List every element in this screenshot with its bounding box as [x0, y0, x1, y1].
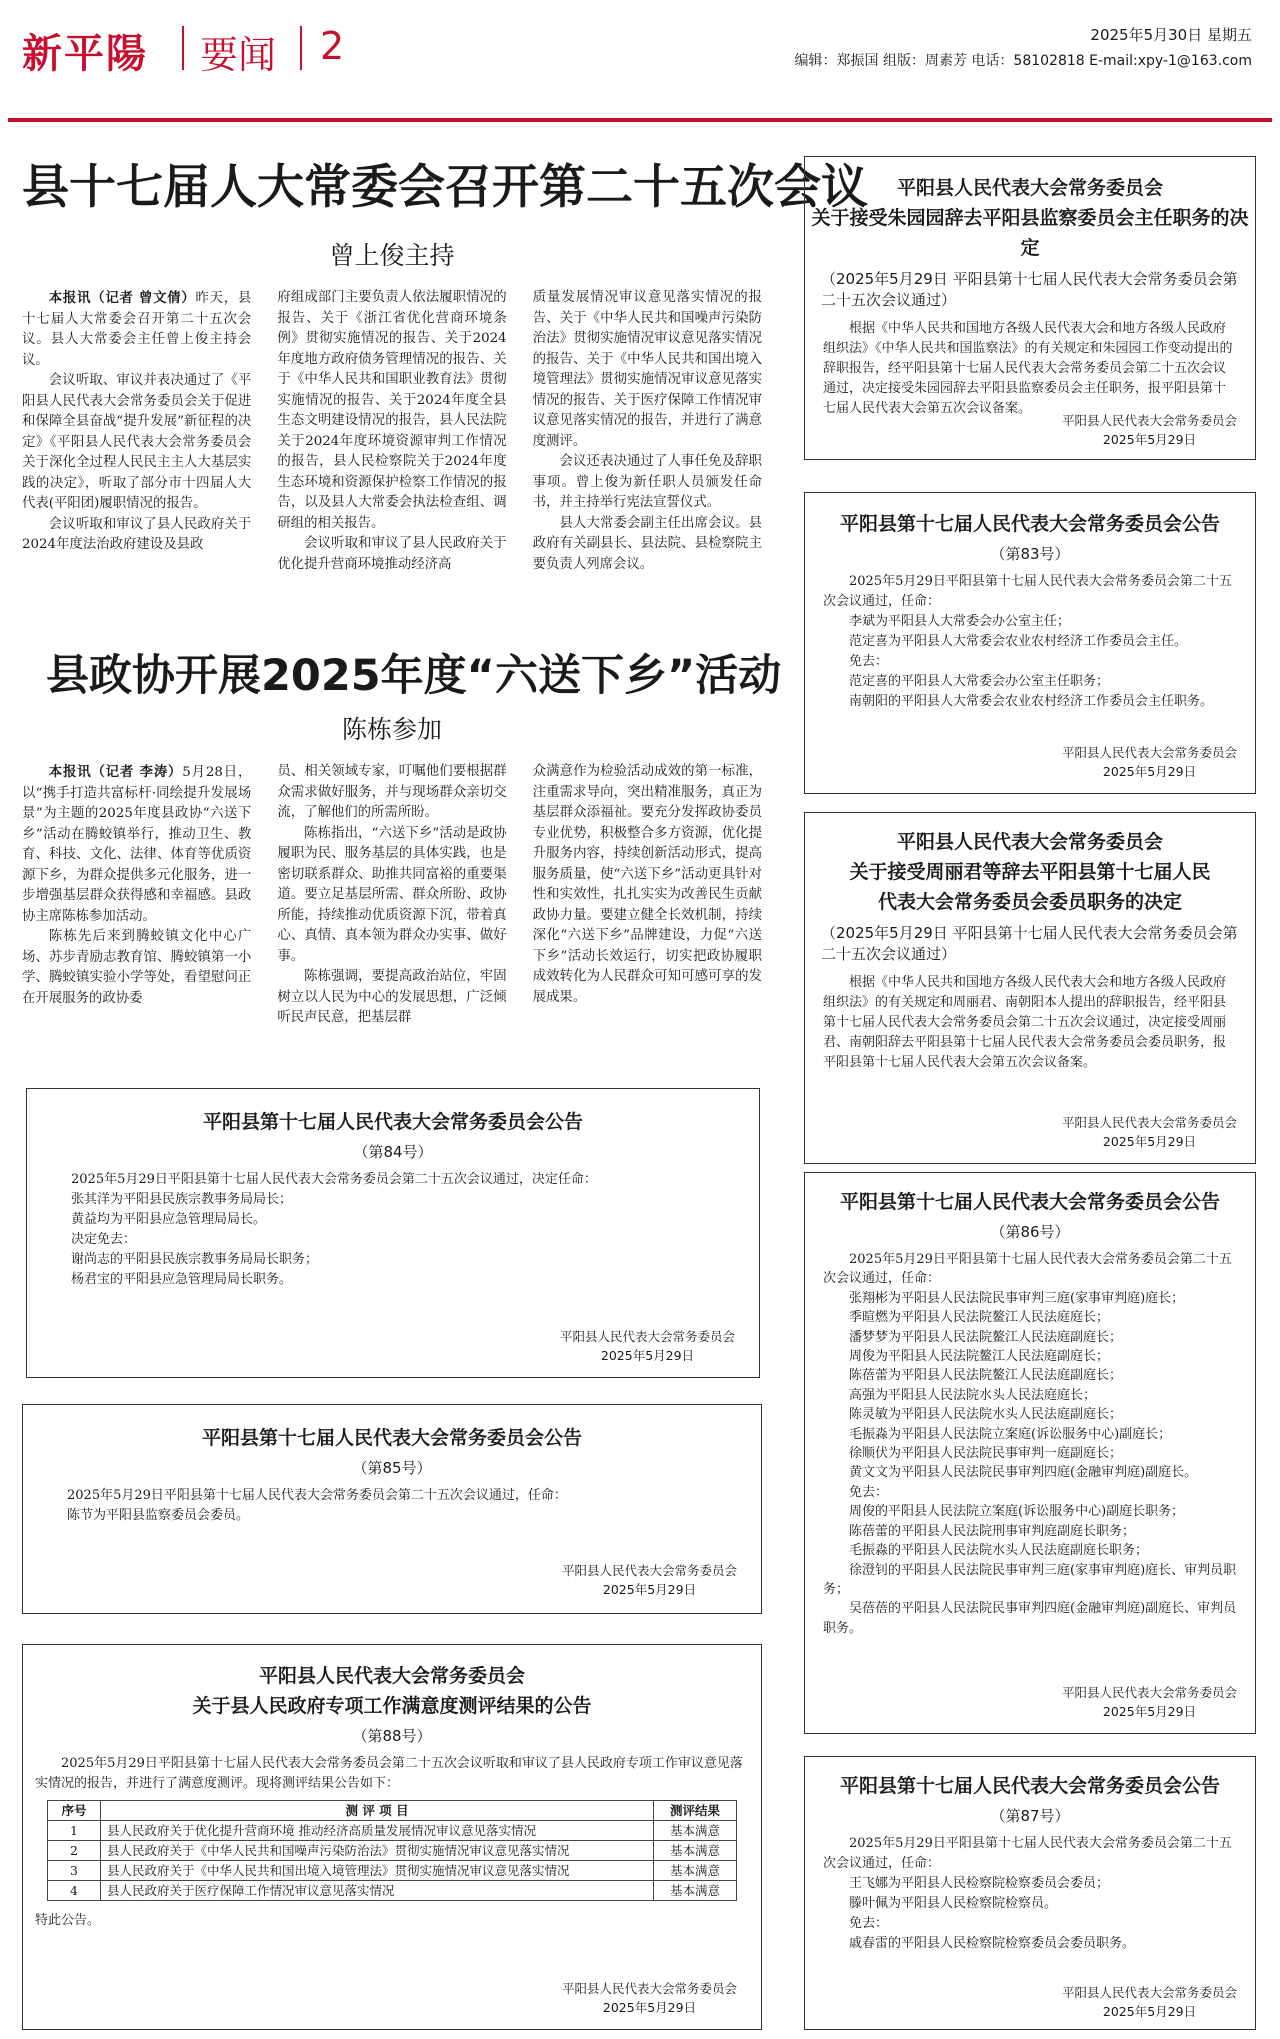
signing-date: 2025年5月29日: [1102, 2004, 1197, 2019]
signing-date: 2025年5月29日: [1102, 1704, 1197, 1719]
notice-number: （第83号）: [990, 545, 1070, 563]
notice-line: 免去：: [849, 654, 889, 669]
notice-line: 范定喜的平阳县人大常委会办公室主任职务；: [849, 674, 1110, 689]
masthead-divider: [300, 26, 302, 70]
article-headline: 县政协开展2025年度“六送下乡”活动: [46, 651, 782, 701]
table-cell: 基本满意: [654, 1821, 737, 1841]
notice-body: [27, 1162, 759, 1290]
signing-date: 2025年5月29日: [602, 1582, 697, 1597]
notice-line: 毛振淼为平阳县人民法院立案庭(诉讼服务中心)副庭长；: [849, 1426, 1172, 1442]
notice-title: 平阳县人民代表大会常务委员会: [258, 1665, 525, 1687]
table-cell: 基本满意: [654, 1861, 737, 1881]
notice-signature: [1062, 1683, 1237, 1721]
notice-line: 潘梦梦为平阳县人民法院鳌江人民法庭副庭长；: [849, 1329, 1123, 1345]
notice-line: 2025年5月29日平阳县第十七届人民代表大会常务委员会第二十五次会议通过，任命：: [67, 1488, 567, 1503]
notice-line: 陈节为平阳县监察委员会委员。: [67, 1508, 250, 1523]
signing-body: 平阳县人民代表大会常务委员会: [559, 1329, 735, 1344]
newspaper-logo: 新平陽: [22, 30, 148, 77]
paragraph: 会议听取和审议了县人民政府关于2024年度法治政府建设及县政: [22, 516, 252, 552]
paragraph: 县人大常委会副主任出席会议。县政府有关副县长、县法院、县检察院主要负责人列席会议。: [532, 515, 762, 572]
notice-line: 免去：: [849, 1484, 889, 1500]
article-column: [277, 762, 506, 1034]
masthead: [0, 0, 1280, 122]
notice-line: 陈灵敏为平阳县人民法院水头人民法庭副庭长；: [849, 1407, 1123, 1423]
decision-zhou-lijun: [804, 812, 1256, 1164]
notice-title: 关于县人民政府专项工作满意度测评结果的公告: [192, 1695, 592, 1717]
editor-info: 编辑：郑振国 组版：周素芳 电话：58102818 E-mail:xpy-1@163.com: [794, 53, 1252, 69]
notice-intro: 2025年5月29日平阳县第十七届人民代表大会常务委员会第二十五次会议听取和审议了县人民政府专项工作审议意见落实情况的报告，并进行了满意度测评。现将测评结果公告如下：: [35, 1756, 743, 1791]
notice-84: [26, 1088, 760, 1378]
notice-line: 陈蓓蕾为平阳县人民法院鳌江人民法庭副庭长；: [849, 1368, 1123, 1384]
decision-adoption-note: （2025年5月29日 平阳县第十七届人民代表大会常务委员会第二十五次会议通过）: [821, 924, 1238, 963]
notice-signature: [1062, 1983, 1237, 2021]
signing-body: 平阳县人民代表大会常务委员会: [1061, 1685, 1237, 1700]
decision-adoption-note: （2025年5月29日 平阳县第十七届人民代表大会常务委员会第二十五次会议通过）: [821, 270, 1238, 309]
article-headline: 县十七届人大常委会召开第二十五次会议: [22, 160, 868, 215]
notice-line: 李斌为平阳县人大常委会办公室主任；: [849, 614, 1071, 629]
notice-line: 决定免去：: [71, 1232, 137, 1247]
notice-title: 平阳县第十七届人民代表大会常务委员会公告: [839, 513, 1220, 535]
notice-86: [804, 1172, 1256, 1734]
table-cell: 县人民政府关于优化提升营商环境 推动经济高质量发展情况审议意见落实情况: [101, 1821, 654, 1841]
column-header: 测评结果: [654, 1801, 737, 1821]
notice-line: 黄文文为平阳县人民法院民事审判四庭(金融审判庭)副庭长。: [849, 1465, 1198, 1481]
notice-body: [23, 1746, 761, 1931]
notice-line: 免去：: [849, 1916, 889, 1931]
byline: 本报讯（记者 李涛）: [48, 764, 183, 780]
notice-closing: 特此公告。: [35, 1913, 101, 1928]
paragraph: 陈栋先后来到腾蛟镇文化中心广场、苏步青励志教育馆、腾蛟镇第一小学、腾蛟镇实验小学等处，看望慰问正在开展服务的政协委: [22, 929, 252, 1006]
masthead-divider: [182, 26, 184, 70]
paragraph: 昨天，县十七届人大常委会召开第二十五次会议。县人大常委会主任曾上俊主持会议。: [22, 291, 252, 368]
paragraph: 会议听取、审议并表决通过了《平阳县人民代表大会常务委员会关于促进和保障全县奋战“提升发展”新征程的决定》《平阳县人民代表大会常务委员会关于深化全过程人民民主主人大基层实践的决定》，听取了部分市十四届人大代表(平阳团)履职情况的报告。: [22, 373, 252, 511]
article-subhead: 曾上俊主持: [329, 241, 455, 270]
notice-line: 南朝阳的平阳县人大常委会农业农村经济工作委员会主任职务。: [849, 694, 1214, 709]
decision-zhu-yuanyuan: [804, 156, 1256, 460]
article-body: [22, 288, 762, 584]
signing-date: 2025年5月29日: [1102, 432, 1197, 447]
signing-date: 2025年5月29日: [602, 2000, 697, 2015]
decision-text: 根据《中华人民共和国地方各级人民代表大会和地方各级人民政府组织法》《中华人民共和国监察法》的有关规定和朱园园工作变动提出的辞职报告，经平阳县第十七届人民代表大会常务委员会第二十五次会议通过，决定接受朱园园辞去平阳县监察委员会主任职务，报平阳县第十七届人民代表大会第五次会议备案。: [823, 321, 1233, 416]
evaluation-table: [47, 1800, 737, 1901]
article-column: [277, 288, 506, 584]
table-row: [48, 1841, 737, 1861]
table-cell: 基本满意: [654, 1841, 737, 1861]
decision-signature: [1062, 1113, 1237, 1151]
paragraph: 会议听取和审议了县人民政府关于优化提升营商环境推动经济高: [277, 536, 507, 572]
notice-88: [22, 1644, 762, 2030]
notice-title: 平阳县第十七届人民代表大会常务委员会公告: [839, 1191, 1220, 1213]
notice-line: 陈蓓蕾的平阳县人民法院刑事审判庭副庭长职务；: [849, 1523, 1136, 1539]
signing-body: 平阳县人民代表大会常务委员会: [1061, 413, 1237, 428]
notice-line: 范定喜为平阳县人大常委会农业农村经济工作委员会主任。: [849, 634, 1188, 649]
paragraph: 5月28日，以“携手打造共富标杆·同绘提升发展场景”为主题的2025年度县政协“六送下乡”活动在腾蛟镇举行，推动卫生、教育、科技、文化、法律、体育等优质资源下乡，为群众提供多元化服务，进一步增强基层群众获得感和幸福感。县政协主席陈栋参加活动。: [22, 765, 252, 924]
table-row: [48, 1861, 737, 1881]
table-cell: 3: [48, 1861, 101, 1881]
paragraph: 府组成部门主要负责人依法履职情况的报告、关于《浙江省优化营商环境条例》贯彻实施情况的报告、关于2024年度地方政府债务管理情况的报告、关于《中华人民共和国职业教育法》贯彻实施情况的报告、关于2024年度全县生态文明建设情况的报告，县人民法院关于2024年度环境资源审判工作情况的报告，县人民检察院关于2024年度生态环境和资源保护检察工作情况的报告，以及县人大常委会执法检查组、调研组的相关报告。: [277, 290, 507, 531]
signing-date: 2025年5月29日: [1102, 764, 1197, 779]
page-number: 2: [320, 24, 345, 68]
decision-title: 平阳县人民代表大会常务委员会: [896, 831, 1163, 853]
table-cell: 2: [48, 1841, 101, 1861]
notice-body: [805, 564, 1255, 712]
notice-line: 徐顺伏为平阳县人民法院民事审判一庭副庭长；: [849, 1446, 1123, 1462]
notice-number: （第87号）: [990, 1807, 1070, 1825]
notice-line: 戚春雷的平阳县人民检察院检察委员会委员职务。: [849, 1936, 1136, 1951]
notice-line: 张其洋为平阳县民族宗教事务局局长；: [71, 1192, 293, 1207]
table-cell: 县人民政府关于《中华人民共和国噪声污染防治法》贯彻实施情况审议意见落实情况: [101, 1841, 654, 1861]
notice-line: 高强为平阳县人民法院水头人民法庭庭长；: [849, 1387, 1097, 1403]
notice-number: （第86号）: [990, 1223, 1070, 1241]
decision-signature: [1062, 411, 1237, 449]
table-row: [48, 1881, 737, 1901]
notice-line: 2025年5月29日平阳县第十七届人民代表大会常务委员会第二十五次会议通过，任命：: [823, 574, 1232, 609]
paragraph: 员、相关领域专家，叮嘱他们要根据群众需求做好服务，并与现场群众亲切交流，了解他们的所需所盼。: [277, 764, 507, 820]
notice-signature: [562, 1561, 737, 1599]
article-column: [22, 762, 251, 1034]
notice-intro: 2025年5月29日平阳县第十七届人民代表大会常务委员会第二十五次会议通过，任命：: [823, 1836, 1232, 1871]
notice-line: 王飞娜为平阳县人民检察院检察委员会委员；: [849, 1876, 1110, 1891]
table-row: [48, 1821, 737, 1841]
article-subhead: 陈栋参加: [341, 715, 442, 744]
table-cell: 县人民政府关于《中华人民共和国出境入境管理法》贯彻实施情况审议意见落实情况: [101, 1861, 654, 1881]
paragraph: 众满意作为检验活动成效的第一标准，注重需求导向，突出精准服务，真正为基层群众添福祉。要充分发挥政协委员专业优势，积极整合多方资源，优化提升服务内容，持续创新活动形式，提高服务质量，使“六送下乡”活动更具针对性和实效性，扎扎实实为改善民生贡献政协力量。要建立健全长效机制，持续深化“六送下乡”品牌建设，力促“六送下乡”活动长效运行，切实把政协履职成效转化为人民群众可知可感可享的发展成果。: [532, 764, 762, 1005]
column-header: 序号: [48, 1801, 101, 1821]
notice-line: 2025年5月29日平阳县第十七届人民代表大会常务委员会第二十五次会议通过，决定任命：: [71, 1172, 597, 1187]
masthead-rule: [8, 118, 1272, 122]
table-header-row: [48, 1801, 737, 1821]
article-body: [22, 762, 762, 1034]
decision-title: 平阳县人民代表大会常务委员会: [896, 177, 1163, 199]
notice-title: 平阳县第十七届人民代表大会常务委员会公告: [202, 1111, 583, 1133]
paragraph: 会议还表决通过了人事任免及辞职事项。曾上俊为新任职人员颁发任命书，并主持举行宪法宣誓仪式。: [532, 454, 762, 510]
notice-line: 周俊为平阳县人民法院鳌江人民法庭副庭长；: [849, 1349, 1110, 1365]
notice-line: 毛振淼的平阳县人民法院水头人民法庭副庭长职务；: [849, 1543, 1149, 1559]
notice-body: [805, 1242, 1255, 1638]
paragraph: 陈栋指出，“六送下乡”活动是政协履职为民、服务基层的具体实践，也是密切联系群众、助推共同富裕的重要渠道。要立足基层所需、群众所盼、政协所能，持续推动优质资源下沉，带着真心、真情、真本领为群众办实事、做好事。: [277, 825, 507, 964]
notice-title: 平阳县第十七届人民代表大会常务委员会公告: [839, 1775, 1220, 1797]
section-name: 要闻: [200, 33, 277, 77]
notice-line: 周俊的平阳县人民法院立案庭(诉讼服务中心)副庭长职务；: [849, 1504, 1185, 1520]
notice-signature: [1062, 743, 1237, 781]
signing-body: 平阳县人民代表大会常务委员会: [1061, 1115, 1237, 1130]
notice-line: 吴蓓蓓的平阳县人民法院民事审判四庭(金融审判庭)副庭长、审判员职务。: [823, 1601, 1237, 1636]
decision-body: [805, 311, 1255, 419]
notice-number: （第84号）: [353, 1143, 433, 1161]
notice-line: 杨君宝的平阳县应急管理局局长职务。: [71, 1272, 293, 1287]
notice-line: 徐澄钊的平阳县人民法院民事审判三庭(家事审判庭)庭长、审判员职务；: [823, 1562, 1237, 1597]
notice-body: [23, 1478, 761, 1526]
table-cell: 县人民政府关于医疗保障工作情况审议意见落实情况: [101, 1881, 654, 1901]
table-cell: 1: [48, 1821, 101, 1841]
notice-number: （第85号）: [352, 1459, 432, 1477]
decision-title: 关于接受周丽君等辞去平阳县第十七届人民: [849, 861, 1211, 883]
notice-line: 黄益均为平阳县应急管理局局长。: [71, 1212, 267, 1227]
column-header: 测 评 项 目: [101, 1801, 654, 1821]
signing-body: 平阳县人民代表大会常务委员会: [561, 1981, 737, 1996]
notice-83: [804, 492, 1256, 794]
table-cell: 4: [48, 1881, 101, 1901]
notice-line: 张翔彬为平阳县人民法院民事审判三庭(家事审判庭)庭长；: [849, 1290, 1185, 1306]
notice-intro: 2025年5月29日平阳县第十七届人民代表大会常务委员会第二十五次会议通过，任命：: [823, 1252, 1232, 1287]
signing-body: 平阳县人民代表大会常务委员会: [1061, 745, 1237, 760]
signing-body: 平阳县人民代表大会常务委员会: [561, 1563, 737, 1578]
table-cell: 基本满意: [654, 1881, 737, 1901]
decision-title: 关于接受朱园园辞去平阳县监察委员会主任职务的决定: [811, 207, 1249, 259]
notice-line: 滕叶佩为平阳县人民检察院检察员。: [849, 1896, 1058, 1911]
notice-85: [22, 1404, 762, 1614]
notice-title: 平阳县第十七届人民代表大会常务委员会公告: [201, 1427, 582, 1449]
article-column: [533, 288, 762, 584]
signing-body: 平阳县人民代表大会常务委员会: [1061, 1985, 1237, 2000]
notice-signature: [562, 1979, 737, 2017]
paragraph: 陈栋强调，要提高政治站位，牢固树立以人民为中心的发展思想，广泛倾听民声民意，把基层群: [277, 969, 507, 1025]
decision-body: [805, 965, 1255, 1073]
notice-signature: [560, 1327, 735, 1365]
issue-date: 2025年5月30日 星期五: [1090, 26, 1252, 44]
notice-line: 谢尚志的平阳县民族宗教事务局局长职务；: [71, 1252, 319, 1267]
decision-title: 代表大会常务委员会委员职务的决定: [877, 891, 1182, 913]
byline: 本报讯（记者 曾文倩）: [48, 290, 196, 306]
signing-date: 2025年5月29日: [600, 1348, 695, 1363]
article-column: [22, 288, 251, 584]
notice-87: [804, 1756, 1256, 2030]
signing-date: 2025年5月29日: [1102, 1134, 1197, 1149]
notice-body: [805, 1826, 1255, 1954]
decision-text: 根据《中华人民共和国地方各级人民代表大会和地方各级人民政府组织法》的有关规定和周丽君、南朝阳本人提出的辞职报告，经平阳县第十七届人民代表大会常务委员会第二十五次会议通过，决定接受周丽君、南朝阳辞去平阳县第十七届人民代表大会常务委员会委员职务，报平阳县第十七届人民代表大会第五次会议备案。: [823, 975, 1227, 1070]
paragraph: 质量发展情况审议意见落实情况的报告、关于《中华人民共和国噪声污染防治法》贯彻实施情况审议意见落实情况的报告、关于《中华人民共和国出境入境管理法》贯彻实施情况审议意见落实情况的报告、关于医疗保障工作情况审议意见落实情况的报告，并进行了满意度测评。: [532, 290, 762, 449]
notice-line: 季暄燃为平阳县人民法院鳌江人民法庭庭长；: [849, 1310, 1110, 1326]
article-column: [533, 762, 762, 1034]
notice-number: （第88号）: [352, 1727, 432, 1745]
